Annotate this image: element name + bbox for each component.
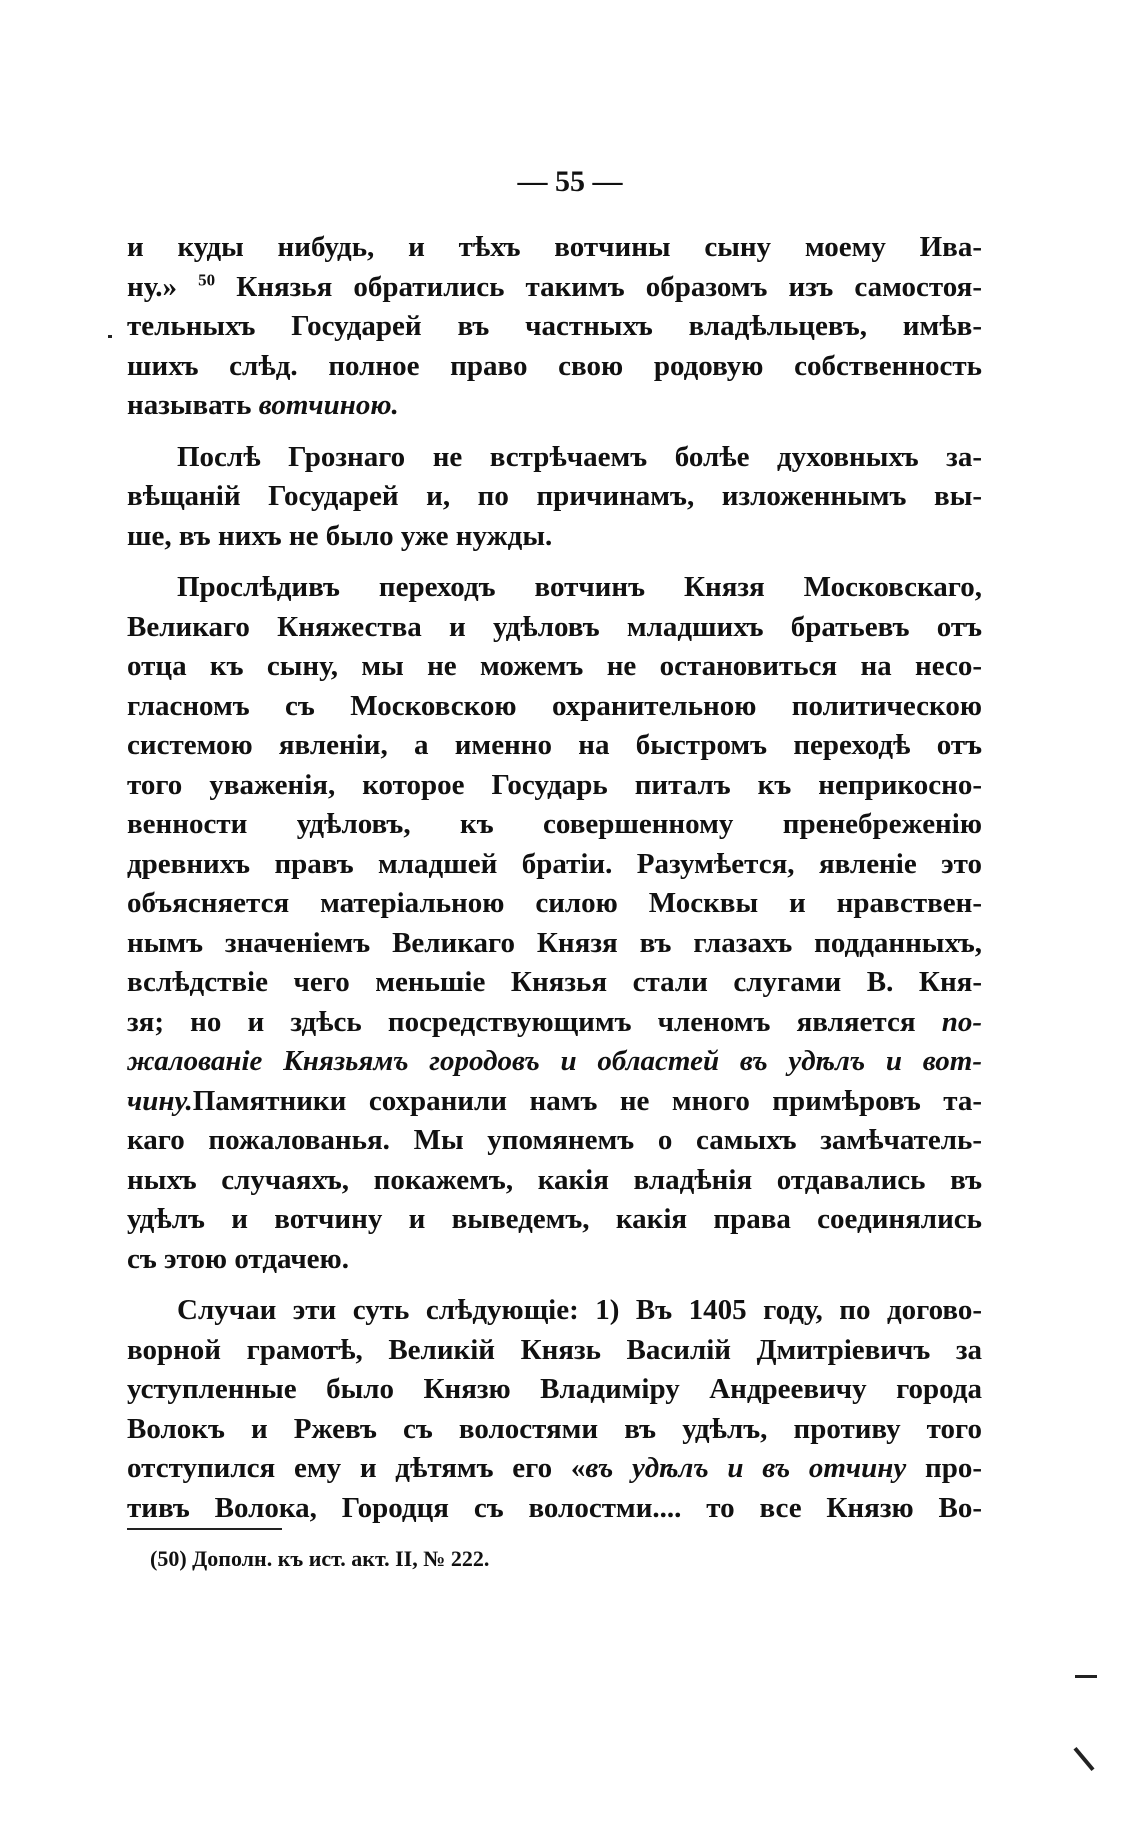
text-line: чину.Памятники сохранили намъ не много примѣровъ та- xyxy=(127,1084,982,1117)
text-line: удѣлъ и вотчину и выведемъ, какія права соединялись xyxy=(127,1203,982,1235)
text-line: нымъ значеніемъ Великаго Князя въ глазахъ подданныхъ, xyxy=(127,926,982,959)
scan-speck xyxy=(108,335,112,338)
footnote-divider xyxy=(127,1528,282,1530)
text-line: ну.» $^{50}$ Князья обратились такимъ образомъ изъ самостоя- xyxy=(127,269,983,303)
text-line: и куды нибудь, и тѣхъ вотчины сыну моему Ива- xyxy=(127,231,982,263)
italic-quote: въ удѣлъ и въ отчину xyxy=(585,1452,907,1484)
text-line: ше, въ нихъ не было уже нужды. xyxy=(127,519,553,552)
text-line: ныхъ случаяхъ, покажемъ, какія владѣнія отдавались въ xyxy=(127,1163,982,1196)
text-line: Случаи эти суть слѣдующіе: 1) Въ 1405 году, по догово- xyxy=(177,1294,982,1326)
italic-phrase: чину. xyxy=(127,1084,193,1117)
text-line xyxy=(127,1042,982,1082)
text-line: отступился ему и дѣтямъ его «въ удѣлъ и въ отчину про- xyxy=(127,1452,982,1484)
body-text xyxy=(127,228,982,1528)
paragraph-2 xyxy=(127,438,982,557)
page-number: — 55 — xyxy=(517,165,623,198)
text-line: тивъ Волока, Городця съ волостми.... то все Князю Во- xyxy=(127,1491,982,1524)
text-line: Прослѣдивъ переходъ вотчинъ Князя Московскаго, xyxy=(177,571,982,603)
text-line: того уваженія, которое Государь питалъ къ неприкосно- xyxy=(127,768,982,801)
text-line: ворной грамотѣ, Великій Князь Василій Дмитріевичъ за xyxy=(127,1333,982,1366)
text-line: уступленные было Князю Владиміру Андреевичу города xyxy=(127,1373,982,1405)
scan-speck xyxy=(1075,1675,1097,1678)
text-line: Волокъ и Ржевъ съ волостями въ удѣлъ, противу того xyxy=(127,1412,982,1445)
text-line: вѣщаній Государей и, по причинамъ, изложеннымъ вы- xyxy=(127,480,982,512)
text-line: каго пожалованья. Мы упомянемъ о самыхъ замѣчатель- xyxy=(127,1124,982,1156)
text-line: Послѣ Грознаго не встрѣчаемъ болѣе духовныхъ за- xyxy=(177,440,982,473)
text-line: называть вотчиною. xyxy=(127,389,399,421)
italic-phrase: по- xyxy=(941,1005,982,1038)
italic-phrase: жалованіе Князьямъ городовъ и областей въ удѣлъ и вот- xyxy=(127,1045,982,1077)
text-line: съ этою отдачею. xyxy=(127,1242,349,1275)
text-line: Великаго Княжества и удѣловъ младшихъ братьевъ отъ xyxy=(127,610,982,643)
text-line: древнихъ правъ младшей братіи. Разумѣется, явленіе это xyxy=(127,847,982,880)
text-line: венности удѣловъ, къ совершенному пренебреженію xyxy=(127,808,982,840)
paragraph-1 xyxy=(127,228,982,426)
paragraph-4 xyxy=(127,1291,982,1528)
text-line: системою явленіи, а именно на быстромъ переходѣ отъ xyxy=(127,729,982,761)
scan-speck xyxy=(1073,1747,1094,1771)
text-line: объясняется матеріальною силою Москвы и нравствен- xyxy=(127,887,982,919)
text-line: гласномъ съ Московскою охранительною политическою xyxy=(127,689,982,722)
footnote: (50) Дополн. къ ист. акт. II, № 222. xyxy=(150,1546,490,1571)
footnote-marker: 50 xyxy=(198,269,216,289)
text-line: вслѣдствіе чего меньшіе Князья стали слугами В. Кня- xyxy=(127,966,982,998)
paragraph-3 xyxy=(127,568,982,1279)
text-line: шихъ слѣд. полное право свою родовую собственность xyxy=(127,349,982,382)
italic-term: вотчиною. xyxy=(258,389,399,421)
text-line: зя; но и здѣсь посредствующимъ членомъ является по- xyxy=(127,1005,982,1038)
text-line: тельныхъ Государей въ частныхъ владѣльцевъ, имѣв- xyxy=(127,310,982,342)
text-line: отца къ сыну, мы не можемъ не остановиться на несо- xyxy=(127,650,982,682)
